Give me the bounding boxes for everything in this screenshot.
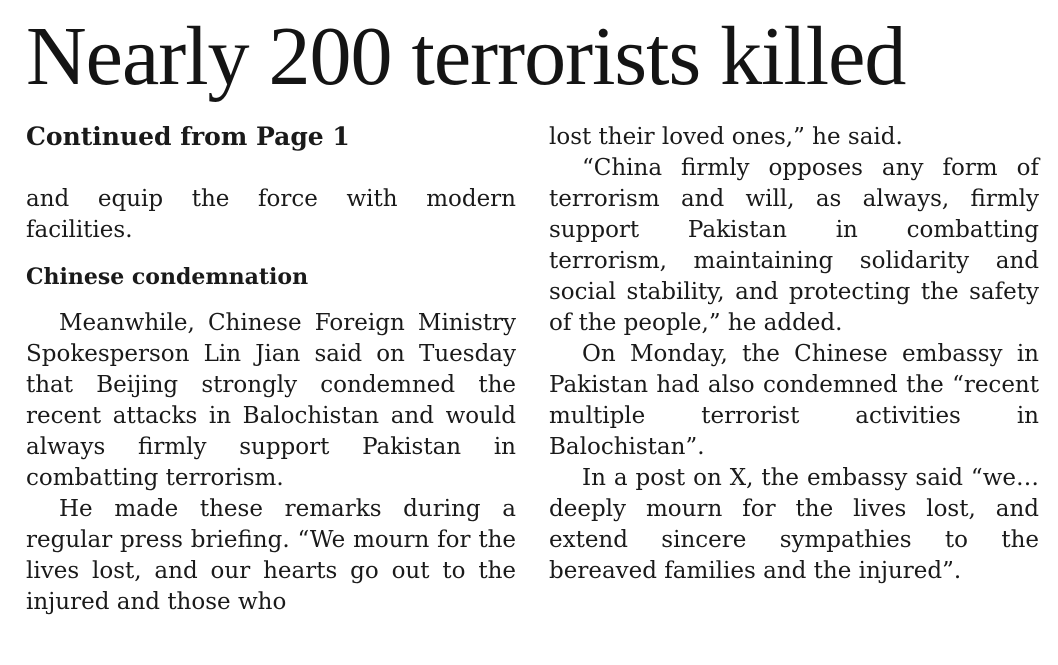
article-column-left bbox=[26, 122, 516, 618]
article-paragraph: lost their loved ones,” he said. bbox=[549, 124, 903, 150]
article-paragraph: “China firmly opposes any form of terrorism and will, as always, firmly support Pakistan in combatting terrorism, maintaining solidarity and social stability, and protecting the safety of the people,” he added. bbox=[549, 155, 1039, 336]
continued-from-label: Continued from Page 1 bbox=[26, 122, 350, 151]
article-paragraph: and equip the force with modern facilities. bbox=[26, 186, 516, 243]
headline: Nearly 200 terrorists killed bbox=[26, 10, 906, 103]
section-subhead: Chinese condemnation bbox=[26, 264, 309, 290]
article-paragraph: In a post on X, the embassy said “we… deeply mourn for the lives lost, and extend sincere sympathies to the bereaved families and the injured”. bbox=[549, 465, 1039, 584]
article-column-right bbox=[549, 122, 1039, 587]
article-paragraph: Meanwhile, Chinese Foreign Ministry Spokesperson Lin Jian said on Tuesday that Beijing strongly condemned the recent attacks in Balochistan and would always firmly support Pakistan in combatting terrorism. bbox=[26, 310, 516, 491]
article-paragraph: He made these remarks during a regular press briefing. “We mourn for the lives lost, and our hearts go out to the injured and those who bbox=[26, 496, 516, 615]
article-paragraph: On Monday, the Chinese embassy in Pakistan had also condemned the “recent multiple terrorist activities in Balochistan”. bbox=[549, 341, 1039, 460]
